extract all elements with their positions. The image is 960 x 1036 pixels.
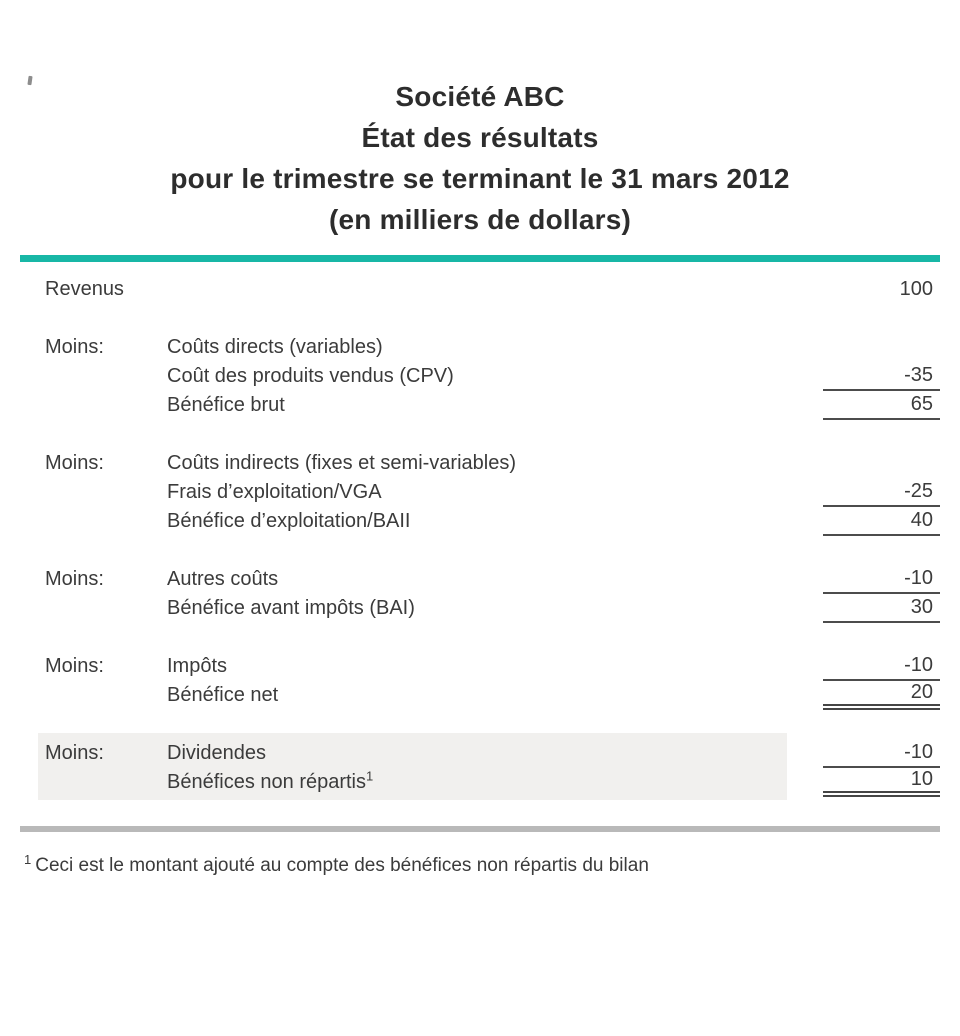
row-value: -25	[823, 478, 940, 507]
highlighted-section	[20, 733, 940, 800]
row-value: -10	[823, 565, 940, 594]
row-value: 20	[823, 681, 940, 710]
row-value: 30	[823, 594, 940, 623]
table-row-benefices-non-repartis	[20, 768, 940, 797]
footnote-text: Ceci est le montant ajouté au compte des bénéfices non répartis du bilan	[35, 855, 649, 876]
footnote-marker: 1	[24, 851, 32, 867]
table-row-cpv	[20, 362, 940, 391]
statement-title: État des résultats	[361, 122, 599, 153]
row-prefix: Moins:	[45, 655, 104, 677]
statement-header	[0, 76, 960, 240]
row-item: Coûts directs (variables)	[167, 336, 383, 358]
table-row-impots	[20, 652, 940, 681]
footer-divider-rule	[20, 826, 940, 832]
row-item: Impôts	[167, 655, 228, 677]
table-row-benefice-exploitation	[20, 507, 940, 536]
table-row-benefice-brut	[20, 391, 940, 420]
row-item: Bénéfice brut	[167, 394, 285, 416]
table-row-autres-couts	[20, 565, 940, 594]
row-item: Autres coûts	[167, 568, 279, 590]
table-row-couts-indirects	[20, 449, 940, 478]
row-value: 10	[823, 768, 940, 797]
row-item: Coûts indirects (fixes et semi-variables)	[167, 452, 516, 474]
row-item: Bénéfice net	[167, 684, 279, 706]
statement-units: (en milliers de dollars)	[329, 204, 631, 235]
row-value: 65	[823, 391, 940, 420]
table-row-couts-directs	[20, 333, 940, 362]
row-item: Bénéfice d’exploitation/BAII	[167, 510, 411, 532]
row-value: -35	[823, 362, 940, 391]
header-accent-rule	[20, 255, 940, 262]
row-item: Frais d’exploitation/VGA	[167, 481, 382, 503]
table-row-frais-exploitation	[20, 478, 940, 507]
row-prefix: Moins:	[45, 568, 104, 590]
table-row-dividendes	[20, 739, 940, 768]
row-prefix: Moins:	[45, 742, 104, 764]
income-statement-table	[20, 275, 940, 800]
footnote-marker-superscript: 1	[366, 768, 374, 784]
row-item: Bénéfice avant impôts (BAI)	[167, 597, 415, 619]
footnote	[0, 851, 960, 877]
row-item: Dividendes	[167, 742, 266, 764]
table-row-benefice-net	[20, 681, 940, 710]
row-prefix: Moins:	[45, 452, 104, 474]
table-row-benefice-avant-impots	[20, 594, 940, 623]
row-prefix: Moins:	[45, 336, 104, 358]
row-value	[823, 333, 940, 362]
row-value	[823, 449, 940, 478]
company-name: Société ABC	[395, 81, 565, 112]
row-item: Coût des produits vendus (CPV)	[167, 365, 454, 387]
row-value: -10	[823, 739, 940, 768]
row-value: -10	[823, 652, 940, 681]
row-value: 40	[823, 507, 940, 536]
row-item-label: Bénéfices non répartis	[167, 771, 367, 793]
row-item	[167, 768, 823, 794]
statement-period: pour le trimestre se terminant le 31 mars 2012	[170, 163, 790, 194]
table-row-revenus	[20, 275, 940, 304]
row-prefix: Revenus	[45, 278, 124, 300]
row-value: 100	[899, 278, 933, 300]
